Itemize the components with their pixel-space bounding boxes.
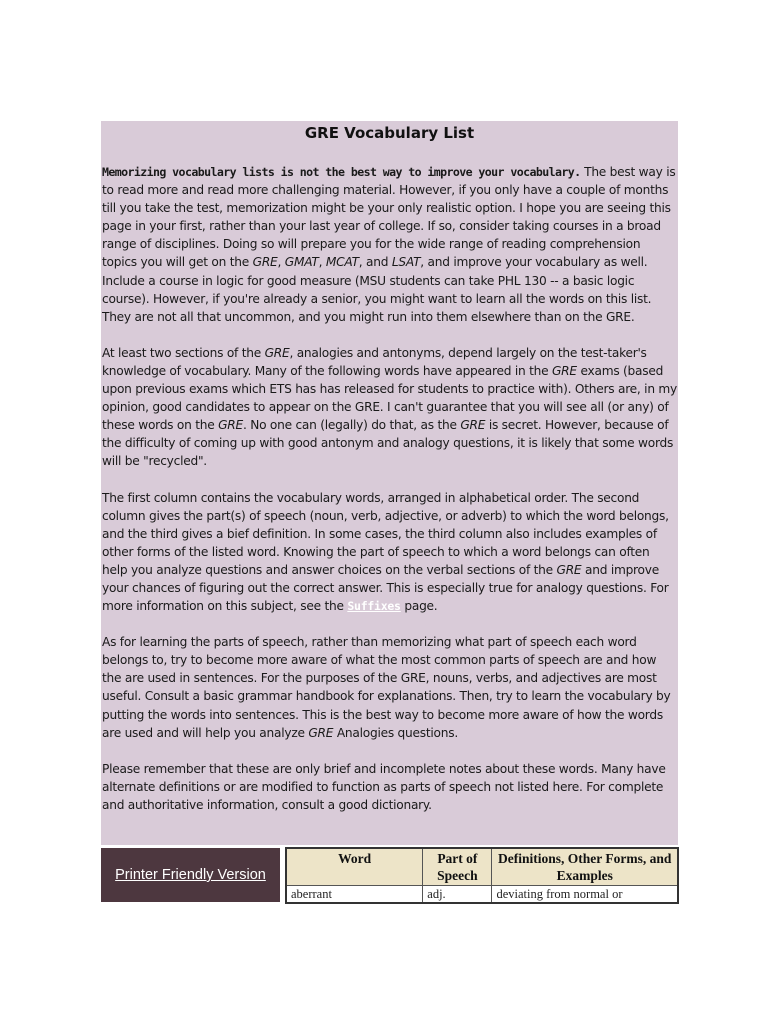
header-word: Word (287, 849, 423, 886)
paragraph-5: Please remember that these are only brief and incomplete notes about these words. Many have alternate definitions or are modified to function as parts of speech not listed here. For complete and authoritative information, consult a good dictionary. (102, 761, 666, 812)
printer-friendly-box (101, 848, 280, 902)
printer-friendly-link[interactable]: Printer Friendly Version (115, 867, 266, 883)
header-part-of-speech: Part of Speech (423, 849, 492, 886)
paragraph-2: At least two sections of the GRE, analogies and antonyms, depend largely on the test-taker's knowledge of vocabulary. Many of the following words have appeared in the GRE exams (based upon previous exams which ETS has has released for students to practice with). Others are, in my opinion, good candidates to appear on the GRE. I can't guarantee that you will see all (or any) of these words on the GRE. No one can (legally) do that, as the GRE is secret. However, because of the difficulty of coming up with good antonym and analogy questions, it is likely that some words will be "recycled". (102, 345, 677, 469)
header-definitions: Definitions, Other Forms, and Examples (492, 849, 677, 886)
table-header-row (287, 849, 677, 886)
page-title: GRE Vocabulary List (304, 124, 475, 142)
intro-text (102, 163, 677, 832)
table-row (287, 886, 677, 902)
paragraph-3: The first column contains the vocabulary words, arranged in alphabetical order. The second column gives the part(s) of speech (noun, verb, adjective, or adverb) to which the word belongs, and the third gives a bief definition. In some cases, the third column also includes examples of other forms of the listed word. Knowing the part of speech to which a word belongs can often help you analyze questions and answer choices on the verbal sections of the GRE and improve your chances of figuring out the correct answer. This is especially true for analogy questions. For more information on this subject, see the Suffixes page. (102, 490, 669, 614)
paragraph-4: As for learning the parts of speech, rather than memorizing what part of speech each word belongs to, try to become more aware of what the most common parts of speech are and how the are used in sentences. For the purposes of the GRE, nouns, verbs, and adjectives are most useful. Consult a basic grammar handbook for explanations. Then, try to learn the vocabulary by putting the words into sentences. This is the best way to become more aware of how the words are used and will help you analyze GRE Analogies questions. (102, 635, 671, 740)
cell-definition: deviating from normal or (496, 887, 623, 901)
cell-word: aberrant (287, 886, 423, 902)
lead-sentence: Memorizing vocabulary lists is not the best way to improve your vocabulary. (102, 165, 581, 179)
paragraph-1: Memorizing vocabulary lists is not the best way to improve your vocabulary. The best way is to read more and read more challenging material. However, if you only have a couple of months till you take the test, memorization might be your only realistic option. I hope you are seeing this page in your first, rather than your last year of college. If so, consider taking courses in a broad range of disciplines. Doing so will prepare you for the wide range of reading comprehension topics you will get on the GRE, GMAT, MCAT, and LSAT, and improve your vocabulary as well. Include a course in logic for good measure (MSU students can take PHL 130 -- a basic logic course). However, if you're already a senior, you might want to learn all the words on this list. They are not all that uncommon, and you might run into them elsewhere than on the GRE. (102, 165, 676, 324)
vocabulary-table (285, 847, 679, 904)
suffixes-link[interactable]: Suffixes (347, 599, 401, 614)
cell-part-of-speech: adj. (423, 886, 492, 902)
